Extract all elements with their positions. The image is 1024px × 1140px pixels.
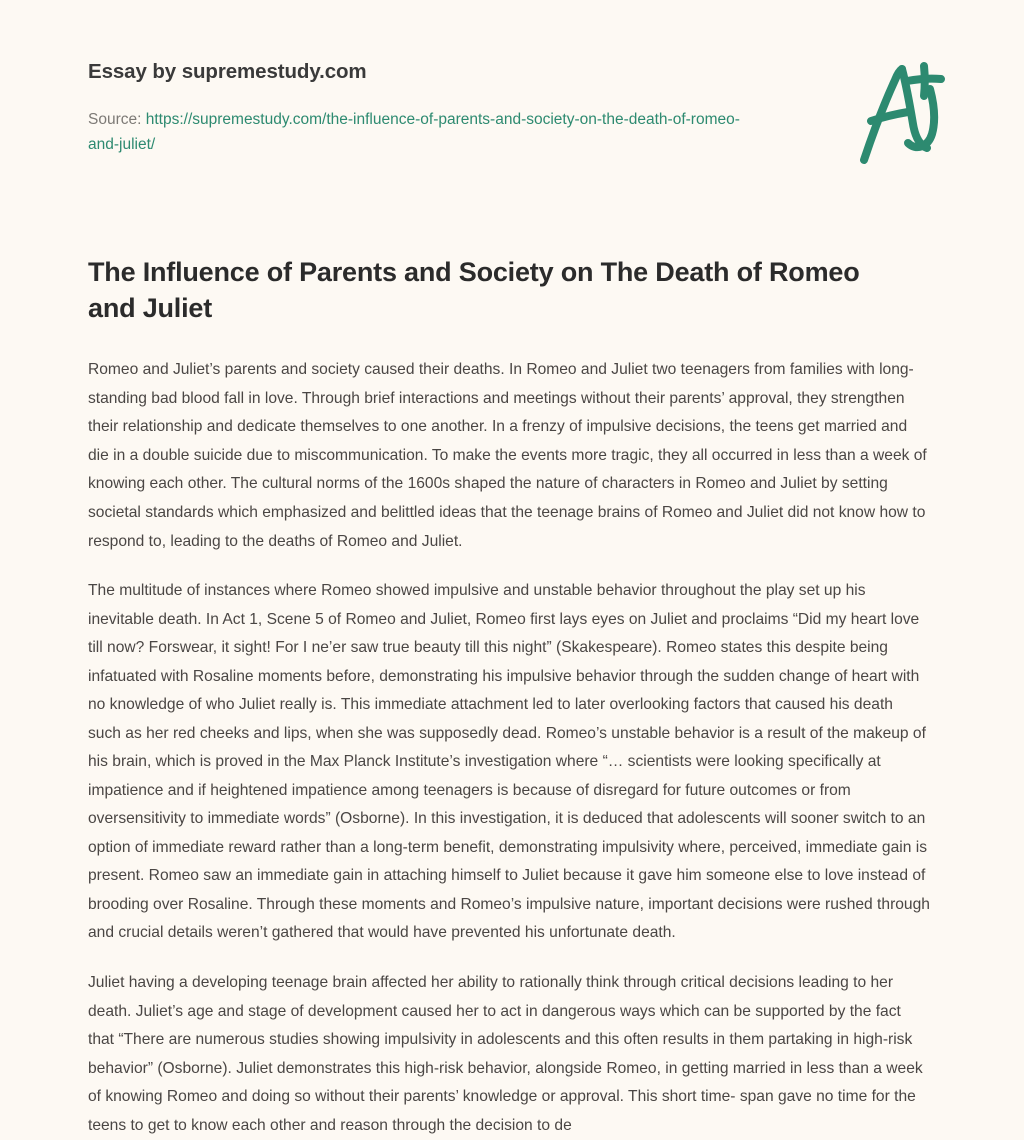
essay-paragraph: The multitude of instances where Romeo showed impulsive and unstable behavior throughout the play set up his inevitable death. In Act 1, Scene 5 of Romeo and Juliet, Romeo first lays eyes on Juliet and proclaims “Did my heart love till now? Forswear, it sight! For I ne’er saw true beauty till this night” (Skakespeare). Romeo states this despite being infatuated with Rosaline moments before, demonstrating his impulsive behavior through the sudden change of heart with no knowledge of who Juliet really is. This immediate attachment led to later overlooking factors that caused his death such as her red cheeks and lips, when she was supposedly dead. Romeo’s unstable behavior is a result of the makeup of his brain, which is proved in the Max Planck Institute’s investigation where “… scientists were looking specifically at impatience and if heightened impatience among teenagers is because of disregard for future outcomes or from oversensitivity to immediate words” (Osborne). In this investigation, it is deduced that adolescents will sooner switch to an option of immediate reward rather than a long-term benefit, demonstrating impulsivity where, perceived, immediate gain is present. Romeo saw an immediate gain in attaching himself to Juliet because it gave him someone else to love instead of brooding over Rosaline. Through these moments and Romeo’s impulsive nature, important decisions were rushed through and crucial details weren’t gathered that would have prevented his unfortunate death. (88, 582, 930, 942)
source-label: Source: (88, 110, 142, 128)
essay-paragraph: Romeo and Juliet’s parents and society caused their deaths. In Romeo and Juliet two teenagers from families with long-standing bad blood fall in love. Through brief interactions and meetings without their parents’ approval, they strengthen their relationship and dedicate themselves to one another. In a frenzy of impulsive decisions, the teens get married and die in a double suicide due to miscommunication. To make the events more tragic, they all occurred in less than a week of knowing each other. The cultural norms of the 1600s shaped the nature of characters in Romeo and Juliet by setting societal standards which emphasized and belittled ideas that the teenage brains of Romeo and Juliet did not know how to respond to, leading to the deaths of Romeo and Juliet. (88, 361, 927, 550)
byline: Essay by supremestudy.com (88, 60, 367, 83)
page-header (0, 0, 1024, 180)
essay-paragraph: Juliet having a developing teenage brain affected her ability to rationally think through critical decisions leading to her death. Juliet’s age and stage of development caused her to act in dangerous ways which can be supported by the fact that “There are numerous studies showing impulsivity in adolescents and this often results in them partaking in high-risk behavior” (Osborne). Juliet demonstrates this high-risk behavior, alongside Romeo, in getting married in less than a week of knowing Romeo and doing so without their parents’ knowledge or approval. This short time- span gave no time for the teens to get to know each other and reason through the decision to de (88, 973, 923, 1134)
essay-content (0, 254, 1024, 1140)
a-plus-logo-icon (850, 52, 962, 170)
source-line (88, 107, 748, 157)
page-title: The Influence of Parents and Society on The Death of Romeo and Juliet (88, 257, 860, 324)
source-url-link[interactable]: https://supremestudy.com/the-influence-of-parents-and-society-on-the-death-of-romeo-and-juliet/ (88, 110, 740, 153)
essay-body (88, 356, 930, 1140)
